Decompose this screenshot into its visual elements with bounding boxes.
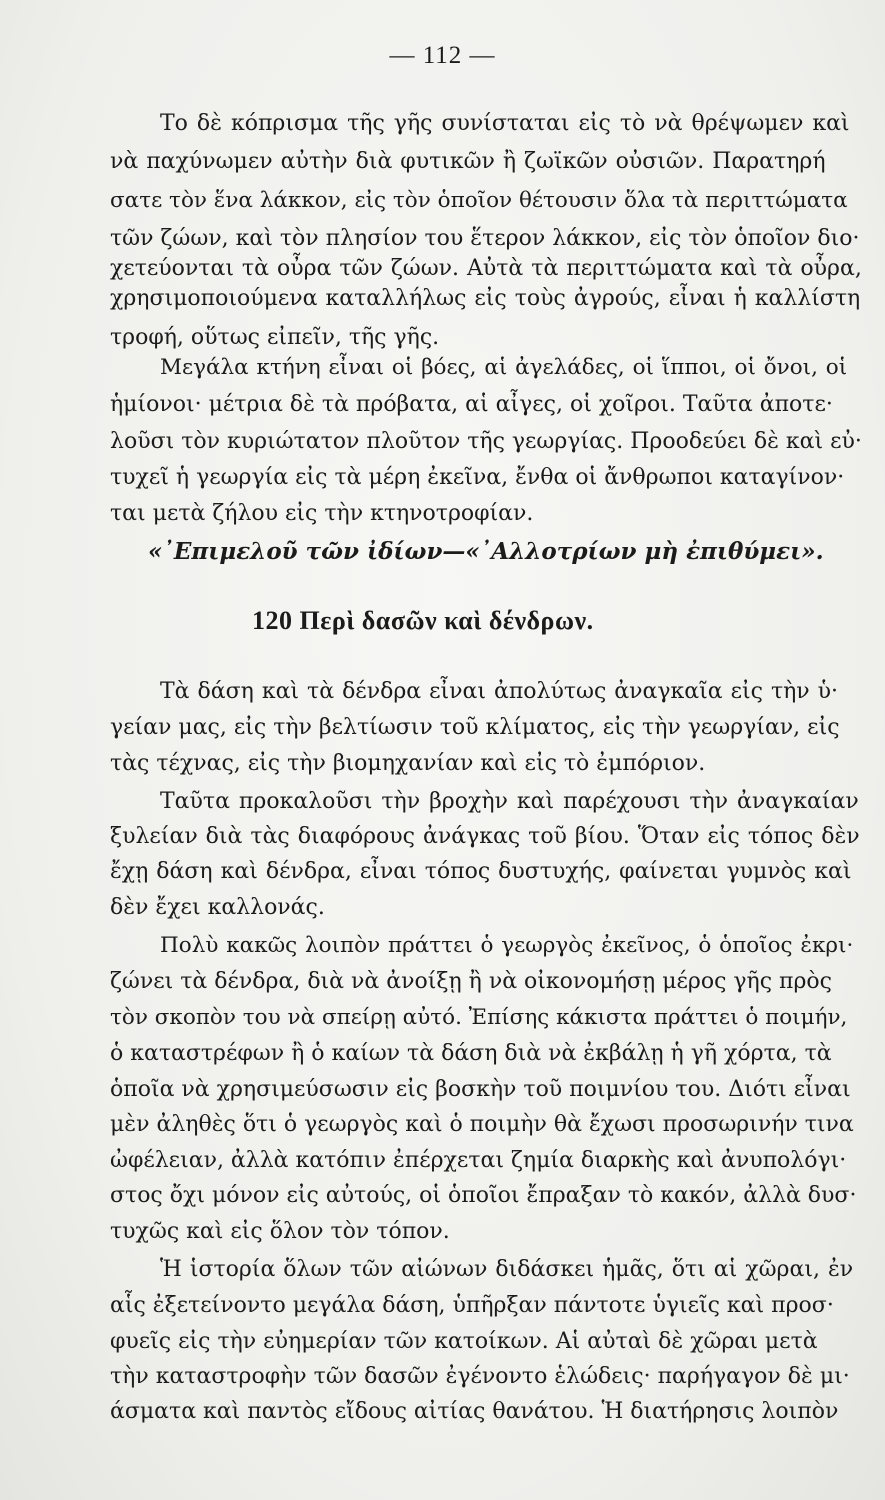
text-line: φυεῖς εἰς τὴν εὐημερίαν τῶν κατοίκων. Αἱ αὐταὶ δὲ χῶραι μετὰ — [110, 1329, 818, 1354]
text-line: χρησιμοποιούμενα καταλλήλως εἰς τοὺς ἀγρούς, εἶναι ἡ καλλίστη — [110, 286, 861, 311]
section-heading: 120 Περὶ δασῶν καὶ δένδρων. — [252, 606, 594, 635]
text-line: Ταῦτα προκαλοῦσι τὴν βροχὴν καὶ παρέχουσι τὴν ἀναγκαίαν — [160, 789, 859, 814]
text-line: τροφή, οὕτως εἰπεῖν, τῆς γῆς. — [110, 325, 440, 350]
text-line: γείαν μας, εἰς τὴν βελτίωσιν τοῦ κλίματος, εἰς τὴν γεωργίαν, εἰς — [110, 715, 840, 740]
text-line: Τὰ δάση καὶ τὰ δένδρα εἶναι ἀπολύτως ἀναγκαῖα εἰς τὴν ὑ· — [160, 679, 839, 704]
text-line: τυχῶς καὶ εἰς ὅλον τὸν τόπον. — [110, 1219, 450, 1244]
text-line: Ἡ ἱστορία ὅλων τῶν αἰώνων διδάσκει ἡμᾶς, ὅτι αἱ χῶραι, ἐν — [160, 1257, 854, 1282]
text-line: ζώνει τὰ δένδρα, διὰ νὰ ἀνοίξῃ ἢ νὰ οἰκονομήσῃ μέρος γῆς πρὸς — [110, 969, 832, 994]
text-line: μὲν ἀληθὲς ὅτι ὁ γεωργὸς καὶ ὁ ποιμὴν θὰ ἔχωσι προσωρινήν τινα — [110, 1112, 854, 1137]
text-line: τῶν ζώων, καὶ τὸν πλησίον του ἕτερον λάκκον, εἰς τὸν ὁποῖον διο· — [110, 226, 860, 251]
text-line: τυχεῖ ἡ γεωργία εἰς τὰ μέρη ἐκεῖνα, ἔνθα οἱ ἄνθρωποι καταγίνον· — [110, 465, 845, 490]
text-line: ὠφέλειαν, ἀλλὰ κατόπιν ἐπέρχεται ζημία διαρκὴς καὶ ἀνυπολόγι· — [110, 1148, 847, 1173]
text-line: αἷς ἐξετείνοντο μεγάλα δάση, ὑπῆρξαν πάντοτε ὑγιεῖς καὶ προσ· — [110, 1293, 834, 1318]
text-line: δὲν ἔχει καλλονάς. — [110, 895, 325, 920]
text-line: Πολὺ κακῶς λοιπὸν πράττει ὁ γεωργὸς ἐκεῖνος, ὁ ὁποῖος ἐκρι· — [160, 933, 854, 958]
text-line: ὁ καταστρέφων ἢ ὁ καίων τὰ δάση διὰ νὰ ἐκβάλῃ ἡ γῆ χόρτα, τὰ — [110, 1041, 832, 1066]
text-line: ὁποῖα νὰ χρησιμεύσωσιν εἰς βοσκὴν τοῦ ποιμνίου του. Διότι εἶναι — [110, 1077, 851, 1102]
text-line: τὴν καταστροφὴν τῶν δασῶν ἐγένοντο ἑλώδεις· παρήγαγον δὲ μι· — [110, 1364, 850, 1389]
text-line: Το δὲ κόπρισμα τῆς γῆς συνίσταται εἰς τὸ νὰ θρέψωμεν καὶ — [160, 111, 850, 136]
text-line: τὰς τέχνας, εἰς τὴν βιομηχανίαν καὶ εἰς τὸ ἐμπόριον. — [110, 751, 706, 776]
text-line: χετεύονται τὰ οὖρα τῶν ζώων. Αὐτὰ τὰ περιττώματα καὶ τὰ οὖρα, — [110, 256, 862, 281]
text-line: ἡμίονοι· μέτρια δὲ τὰ πρόβατα, αἱ αἶγες, οἱ χοῖροι. Ταῦτα ἀποτε· — [110, 392, 833, 417]
text-line: ξυλείαν διὰ τὰς διαφόρους ἀνάγκας τοῦ βίου. Ὅταν εἰς τόπος δὲν — [110, 824, 860, 849]
text-line: λοῦσι τὸν κυριώτατον πλοῦτον τῆς γεωργίας. Προοδεύει δὲ καὶ εὐ· — [110, 429, 862, 454]
text-line: άσματα καὶ παντὸς εἴδους αἰτίας θανάτου. Ἡ διατήρησις λοιπὸν — [110, 1399, 839, 1424]
motto: «᾿Επιμελοῦ τῶν ἰδίων—«᾿Αλλοτρίων μὴ ἐπιθύμει». — [148, 538, 824, 565]
text-line: ἔχῃ δάση καὶ δένδρα, εἶναι τόπος δυστυχής, φαίνεται γυμνὸς καὶ — [110, 859, 852, 884]
text-line: στος ὄχι μόνον εἰς αὐτούς, οἱ ὁποῖοι ἔπραξαν τὸ κακόν, ἀλλὰ δυσ· — [110, 1183, 857, 1208]
page-number: — 112 — — [389, 42, 496, 69]
text-line: Μεγάλα κτήνη εἶναι οἱ βόες, αἱ ἀγελάδες, οἱ ἵπποι, οἱ ὄνοι, οἱ — [160, 355, 848, 380]
text-line: σατε τὸν ἕνα λάκκον, εἰς τὸν ὁποῖον θέτουσιν ὅλα τὰ περιττώματα — [110, 188, 848, 213]
text-line: ται μετὰ ζήλου εἰς τὴν κτηνοτροφίαν. — [110, 501, 534, 526]
text-line: νὰ παχύνωμεν αὐτὴν διὰ φυτικῶν ἢ ζωϊκῶν οὐσιῶν. Παρατηρή — [110, 149, 826, 174]
text-line: τὸν σκοπὸν του νὰ σπείρῃ αὐτό. Ἐπίσης κάκιστα πράττει ὁ ποιμήν, — [110, 1005, 848, 1030]
